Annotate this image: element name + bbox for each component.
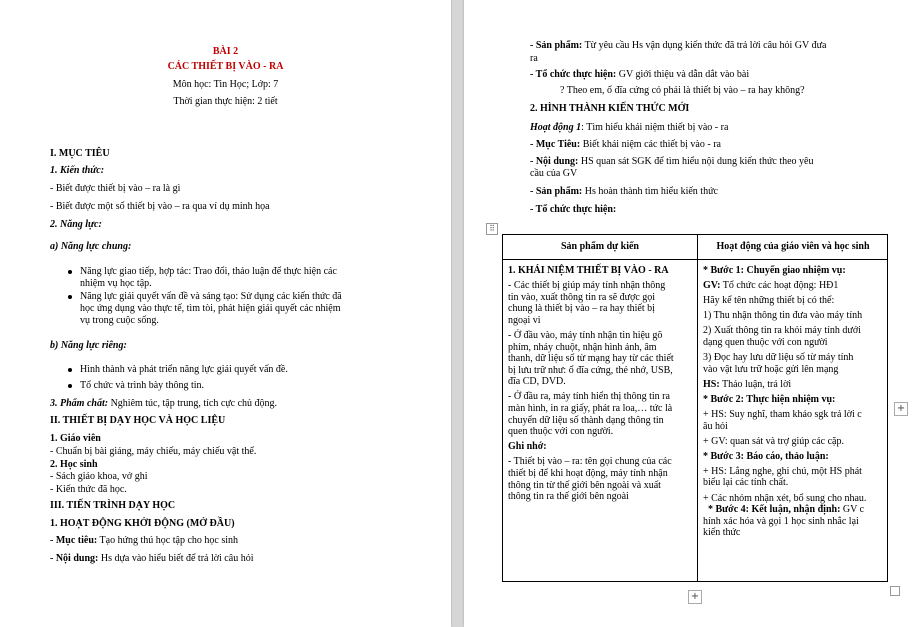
concept-title: 1. KHÁI NIỆM THIẾT BỊ VÀO - RA [508,265,669,276]
activity1-content-line [530,156,813,168]
intro-question: ? Theo em, ổ đĩa cứng có phải là thiết bị vào – ra hay không? [560,85,805,96]
content-label: - Nội dung: [50,553,99,564]
output-paragraph: - Ở đầu ra, máy tính hiển thị thông tin ra màn hình, in ra giấy, phát ra loa,… tức là chuyển dữ liệu số thành dạng thông tin quen thuộc với con người. [508,391,673,438]
section-objectives-heading: I. MỤC TIÊU [50,148,110,159]
add-row-button[interactable]: + [688,590,702,604]
table-resize-handle-icon[interactable] [890,586,900,596]
activity1-goal-label: - Mục Tiêu: [530,139,581,150]
duration: Thời gian thực hiện: 2 tiết [173,96,278,107]
lesson-title: CÁC THIẾT BỊ VÀO - RA [167,61,284,72]
section-new-knowledge-heading: 2. HÌNH THÀNH KIẾN THỨC MỚI [530,103,690,114]
activity1-content-text: HS quan sát SGK để tìm hiểu nội dung kiến thức theo yêu [578,156,814,167]
table-header-activities: Hoạt động của giáo viên và học sinh [716,241,870,252]
note-paragraph: - Thiết bị vào – ra: tên gọi chung của các thiết bị để khi hoạt động, máy tính nhận thông tin từ thế giới bên ngoài và xuất thông tin ra thế giới bên ngoài [508,456,672,503]
subject-grade: Môn học: Tin Học; Lớp: 7 [172,79,279,90]
input-paragraph: - Ở đầu vào, máy tính nhận tin hiệu gõ phím, nháy chuột, nhận hình ảnh, âm thanh, dữ liệu số từ mạng hay từ các thiết bị lưu trữ như: ổ đĩa cứng, thẻ nhớ, USB, đĩa CD, DVD. [508,329,674,388]
student-item: - Sách giáo khoa, vở ghi [50,471,148,482]
general-bullet-cont: vụ trong cuộc sống. [80,315,159,326]
goal-text: Tạo hứng thú học tập cho học sinh [97,535,238,546]
step1-gv-line: GV: Tổ chức các hoạt động: HĐ1 [703,280,839,292]
product-line [530,40,826,52]
student-item: - Kiến thức đã học. [50,484,127,495]
lesson-table [502,234,888,582]
quality-label: 3. Phẩm chất: [50,398,109,409]
org-line [530,69,749,81]
step3-item: + HS: Lắng nghe, ghi chú, một HS phát biểu lại các tính chất. [703,465,862,489]
activity1-label: Hoạt động 1 [530,122,582,133]
general-bullet-cont: học ứng dụng vào thực tế, tìm tòi, phát hiện giải quyết các nhiệm [80,303,341,314]
teacher-item: - Chuẩn bị bài giảng, máy chiếu, máy chiếu vật thể. [50,446,257,457]
activity1-line [530,122,728,134]
step1-heading: * Bước 1: Chuyển giao nhiệm vụ: [703,265,846,276]
step1-item: 1) Thu nhận thông tin đưa vào máy tính [703,310,863,322]
step3-heading: * Bước 3: Báo cáo, thảo luận: [703,450,829,462]
step1-item: 3) Đọc hay lưu dữ liệu số từ máy tính vào vật lưu trữ hoặc gửi lên mạng [703,352,854,375]
step1-prompt: Hãy kể tên những thiết bị có thể: [703,295,835,307]
step1-item: 2) Xuất thông tin ra khỏi máy tính dưới dạng quen thuộc với con người [703,325,861,348]
note-heading: Ghi nhớ: [508,441,547,453]
product-line-cont: ra [530,53,538,64]
table-move-handle[interactable]: ⠿ [486,223,498,235]
concept-paragraph: - Các thiết bị giúp máy tính nhận thông tin vào, xuất thông tin ra sẽ được gọi chung là thiết bị vào – ra hay thiết bị ngoại vi [508,280,666,326]
student-heading: 2. Học sinh [50,459,98,470]
general-bullet-cont: nhiệm vụ học tập. [80,278,152,289]
activity1-product-label: - Sản phẩm: [530,186,583,197]
table-activities-cell [703,265,887,542]
step2-item: + GV: quan sát và trợ giúp các cặp. [703,435,844,447]
table-column-divider [697,235,698,581]
knowledge-item: - Biết được một số thiết bị vào – ra qua ví dụ minh họa [50,201,270,212]
activity1-org-label: - Tổ chức thực hiện: [530,204,617,215]
goal-label: - Mục tiêu: [50,535,98,546]
table-header-divider [503,259,887,260]
table-header-products: Sản phẩm dự kiến [561,241,639,252]
specific-bullet: Tổ chức và trình bày thông tin. [80,380,205,391]
teacher-heading: 1. Giáo viên [50,433,101,444]
step4-line: * Bước 4: Kết luận, nhận định: GV c hính xác hóa và gọi 1 học sinh nhắc lại kiến thức [703,504,865,539]
lesson-number: BÀI 2 [212,46,239,57]
activity1-product-text: Hs hoàn thành tìm hiểu kiến thức [582,186,718,197]
step2-item: + HS: Suy nghĩ, tham khảo sgk trả lời c âu hỏi [703,408,862,432]
step1-hs-line: HS: Thảo luận, trả lời [703,378,792,390]
activity1-goal-line [530,139,721,151]
competence-heading: 2. Năng lực: [50,219,102,230]
content-line [50,553,253,565]
general-bullet: Năng lực giao tiếp, hợp tác: Trao đổi, thảo luận để thực hiện các [80,266,337,277]
activity1-goal-text: Biết khái niệm các thiết bị vào - ra [580,139,721,150]
add-column-button[interactable]: + [894,402,908,416]
activity1-text: : Tìm hiểu khái niệm thiết bị vào - ra [581,122,729,133]
specific-bullet: Hình thành và phát triển năng lực giải quyết vấn đề. [80,364,288,375]
activity1-product-line [530,186,718,198]
specific-competence-heading: b) Năng lực riêng: [50,340,127,351]
quality-text: Nghiêm túc, tập trung, tích cực chủ động. [108,398,278,409]
page-gap [451,0,464,627]
goal-line [50,535,238,547]
general-competence-heading: a) Năng lực chung: [50,241,132,252]
product-text: Từ yêu cầu Hs vận dụng kiến thức đã trả lời câu hỏi GV đưa [582,40,827,51]
org-label: - Tổ chức thực hiện: [530,69,617,80]
activity1-content-cont: cầu của GV [530,168,578,179]
knowledge-heading: 1. Kiến thức: [50,165,105,176]
document-page-left [0,0,451,627]
product-label: - Sản phẩm: [530,40,583,51]
quality-line [50,398,277,410]
document-page-right [464,0,914,627]
section-equipment-heading: II. THIẾT BỊ DẠY HỌC VÀ HỌC LIỆU [50,415,226,426]
knowledge-item: - Biết được thiết bị vào – ra là gì [50,183,181,194]
org-text: GV giới thiệu và dẫn dắt vào bài [616,69,750,80]
general-bullet: Năng lực giải quyết vấn đề và sáng tạo: Sử dụng các kiến thức đã [80,291,342,302]
section-process-heading: III. TIẾN TRÌNH DẠY HỌC [50,500,176,511]
content-text: Hs dựa vào hiểu biết để trả lời câu hỏi [98,553,254,564]
table-products-cell [508,265,694,506]
activity1-content-label: - Nội dung: [530,156,579,167]
step2-heading: * Bước 2: Thực hiện nhiệm vụ: [703,393,836,405]
activity1-heading: 1. HOẠT ĐỘNG KHỞI ĐỘNG (MỞ ĐẦU) [50,518,235,529]
step3-item: + Các nhóm nhận xét, bổ sung cho nhau. [703,492,867,504]
